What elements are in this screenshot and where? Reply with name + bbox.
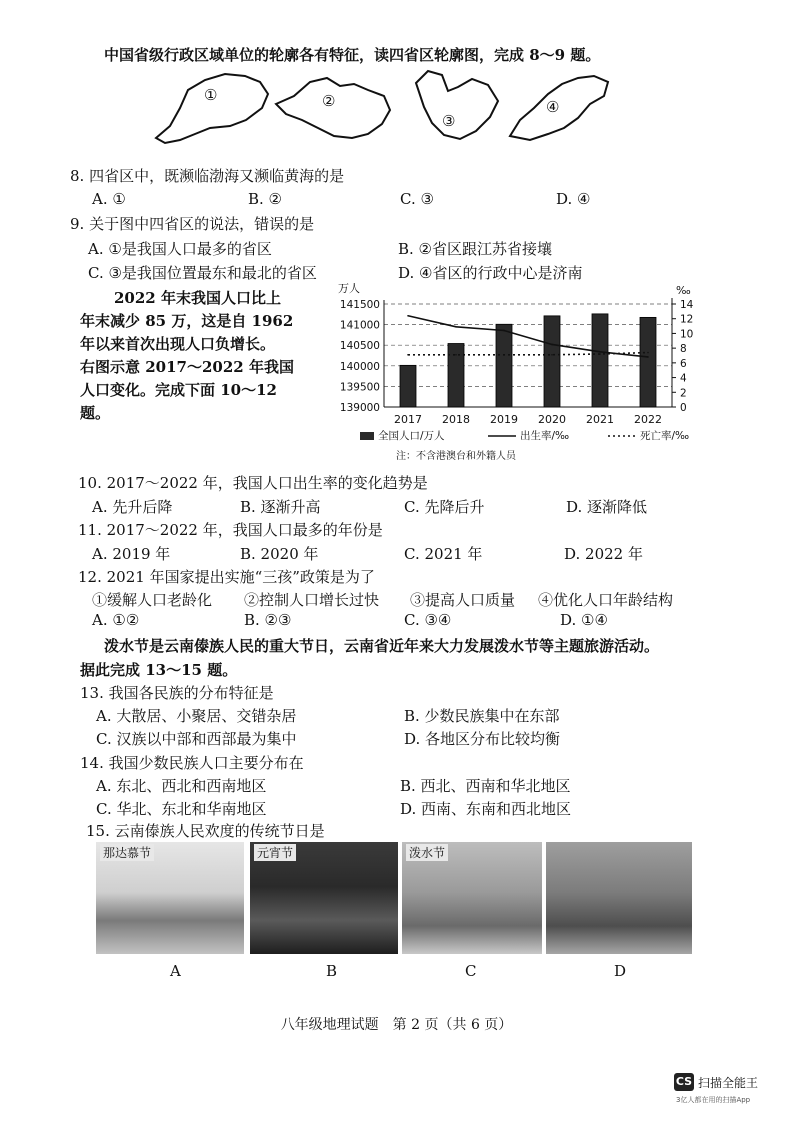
intro-8-9: 中国省级行政区域单位的轮廓各有特征，读四省区轮廓图，完成 8～9 题。	[104, 46, 601, 64]
q13-option-d: D. 各地区分布比较均衡	[404, 730, 561, 748]
festival-photo-c	[402, 842, 542, 954]
shape-label-3: ③	[442, 112, 456, 130]
q10-option-d: D. 逐渐降低	[566, 498, 648, 516]
q12-option-b: B. ②③	[244, 611, 292, 629]
chart-right-tick-label: 8	[680, 343, 687, 356]
q8-option-b: B. ②	[248, 190, 283, 208]
q11-stem: 11. 2017～2022 年，我国人口最多的年份是	[78, 521, 383, 539]
q9-option-c: C. ③是我国位置最东和最北的省区	[88, 264, 317, 282]
chart-left-tick-label: 140000	[339, 360, 380, 373]
chart-birth-rate-point	[551, 344, 553, 346]
q12-option-c: C. ③④	[404, 611, 452, 629]
photo-caption-b: 元宵节	[254, 844, 296, 861]
q13-option-b: B. 少数民族集中在东部	[404, 707, 560, 725]
q11-option-a: A. 2019 年	[92, 545, 171, 563]
shape-label-4: ④	[546, 98, 560, 116]
scanner-tagline: 3亿人都在用的扫描App	[676, 1096, 751, 1104]
scanner-logo-icon: CS	[674, 1073, 694, 1091]
q12-option-d: D. ①④	[560, 611, 608, 629]
festival-photo-b	[250, 842, 398, 954]
chart-death-rate-point	[503, 354, 505, 356]
photo-label-d: D	[614, 962, 627, 980]
chart-birth-rate-point	[503, 330, 505, 332]
q13-option-c: C. 汉族以中部和西部最为集中	[96, 730, 297, 748]
q12-item-1: ①缓解人口老龄化	[92, 591, 213, 609]
chart-left-tick-label: 139500	[339, 381, 380, 394]
chart-left-tick-label: 140500	[339, 340, 380, 353]
intro-13-15-line: 泼水节是云南傣族人民的重大节日，云南省近年来大力发展泼水节等主题旅游活动。	[104, 637, 660, 655]
population-chart-svg	[336, 282, 716, 467]
q9-option-a: A. ①是我国人口最多的省区	[88, 240, 272, 258]
q10-stem: 10. 2017～2022 年，我国人口出生率的变化趋势是	[78, 474, 428, 492]
q9-stem: 9. 关于图中四省区的说法，错误的是	[70, 215, 315, 233]
chart-series-birth-rate-line	[408, 316, 648, 357]
chart-legend-birth: 出生率/‰	[520, 430, 570, 442]
chart-death-rate-point	[455, 354, 457, 356]
chart-death-rate-point	[407, 354, 409, 356]
chart-right-tick-label: 0	[680, 402, 687, 414]
chart-death-rate-point	[551, 354, 553, 356]
q14-stem: 14. 我国少数民族人口主要分布在	[80, 754, 304, 772]
q14-option-c: C. 华北、东北和华南地区	[96, 800, 267, 818]
chart-right-tick-label: 2	[680, 387, 687, 400]
intro-10-12-line: 年末减少 85 万，这是自 1962	[80, 312, 294, 330]
chart-left-unit: 万人	[338, 282, 360, 295]
chart-legend-bar-swatch	[360, 432, 374, 440]
chart-left-tick-label: 141000	[339, 319, 380, 332]
chart-x-tick-label: 2020	[538, 413, 566, 426]
q15-stem: 15. 云南傣族人民欢度的传统节日是	[86, 822, 325, 840]
chart-right-tick-label: 12	[680, 313, 694, 326]
q12-item-3: ③提高人口质量	[410, 591, 516, 609]
scanner-brand: 扫描全能王	[698, 1076, 759, 1090]
q11-option-b: B. 2020 年	[240, 545, 319, 563]
intro-10-12-line: 年以来首次出现人口负增长。	[80, 335, 276, 353]
q10-option-b: B. 逐渐升高	[240, 498, 321, 516]
chart-x-tick-label: 2018	[442, 413, 470, 426]
chart-bar	[640, 317, 656, 407]
chart-x-tick-label: 2019	[490, 413, 518, 426]
chart-x-tick-label: 2022	[634, 413, 662, 426]
chart-legend-death: 死亡率/‰	[640, 430, 690, 442]
q9-option-d: D. ④省区的行政中心是济南	[398, 264, 583, 282]
q8-stem: 8. 四省区中，既濒临渤海又濒临黄海的是	[70, 167, 345, 185]
chart-right-tick-label: 6	[680, 357, 687, 370]
chart-bar	[448, 344, 464, 407]
chart-bar	[496, 324, 512, 407]
q11-option-d: D. 2022 年	[564, 545, 643, 563]
chart-birth-rate-point	[599, 351, 601, 353]
chart-bar	[592, 314, 608, 407]
chart-bar	[400, 365, 416, 407]
q8-option-d: D. ④	[556, 190, 591, 208]
q10-option-a: A. 先升后降	[92, 498, 173, 516]
population-chart	[336, 282, 716, 467]
intro-10-12-line: 2022 年末我国人口比上	[114, 289, 281, 307]
intro-13-15-line: 据此完成 13～15 题。	[80, 661, 238, 679]
chart-death-rate-point	[599, 353, 601, 355]
q12-item-4: ④优化人口年龄结构	[538, 591, 674, 609]
q12-option-a: A. ①②	[92, 611, 140, 629]
q9-option-b: B. ②省区跟江苏省接壤	[398, 240, 553, 258]
photo-caption-a: 那达慕节	[100, 844, 154, 861]
q11-option-c: C. 2021 年	[404, 545, 483, 563]
q13-option-a: A. 大散居、小聚居、交错杂居	[96, 707, 297, 725]
chart-right-tick-label: 14	[680, 299, 694, 311]
scanner-watermark	[674, 1073, 784, 1107]
chart-left-tick-label: 141500	[339, 299, 380, 311]
chart-left-tick-label: 139000	[339, 402, 380, 414]
q8-option-c: C. ③	[400, 190, 434, 208]
q12-item-2: ②控制人口增长过快	[244, 591, 380, 609]
chart-right-tick-label: 10	[680, 328, 694, 341]
q14-option-b: B. 西北、西南和华北地区	[400, 777, 571, 795]
chart-x-tick-label: 2021	[586, 413, 614, 426]
photo-caption-c: 泼水节	[406, 844, 448, 861]
festival-photo-d	[546, 842, 692, 954]
intro-10-12-line: 人口变化。完成下面 10～12	[80, 381, 277, 399]
q13-stem: 13. 我国各民族的分布特征是	[80, 684, 274, 702]
chart-birth-rate-point	[407, 315, 409, 317]
chart-bar	[544, 316, 560, 407]
chart-x-tick-label: 2017	[394, 413, 422, 426]
festival-photo-a	[96, 842, 244, 954]
province-outline-3	[410, 65, 510, 145]
chart-legend-bars: 全国人口/万人	[378, 430, 445, 442]
q8-option-a: A. ①	[92, 190, 126, 208]
shape-label-1: ①	[204, 86, 218, 104]
q10-option-c: C. 先降后升	[404, 498, 485, 516]
photo-label-a: A	[170, 962, 181, 980]
intro-10-12-line: 题。	[80, 404, 111, 422]
intro-10-12-line: 右图示意 2017～2022 年我国	[80, 358, 294, 376]
photo-label-c: C	[465, 962, 477, 980]
chart-death-rate-point	[647, 352, 649, 354]
photo-label-b: B	[326, 962, 338, 980]
chart-right-unit: ‰	[676, 284, 691, 297]
chart-right-tick-label: 4	[680, 372, 687, 385]
q12-stem: 12. 2021 年国家提出实施“三孩”政策是为了	[78, 568, 375, 586]
q14-option-d: D. 西南、东南和西北地区	[400, 800, 572, 818]
chart-birth-rate-point	[455, 326, 457, 328]
province-outline-1	[150, 68, 275, 148]
chart-birth-rate-point	[647, 356, 649, 358]
q14-option-a: A. 东北、西北和西南地区	[96, 777, 267, 795]
chart-note: 注：不含港澳台和外籍人员	[396, 451, 516, 462]
page-footer: 八年级地理试题 第 2 页（共 6 页）	[280, 1017, 513, 1033]
shape-label-2: ②	[322, 92, 336, 110]
